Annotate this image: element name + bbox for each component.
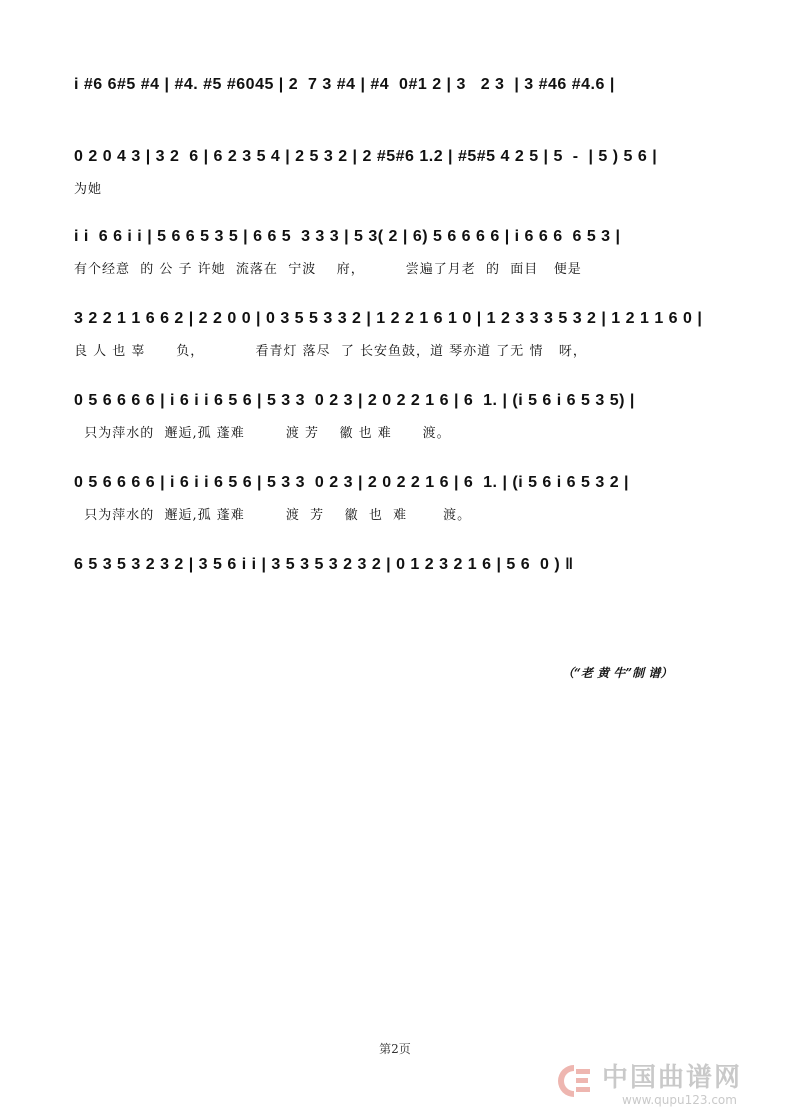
site-watermark xyxy=(552,1057,782,1113)
score-line-5: 0 5 6 6 6 6 | i 6 i i 6 5 6 | 5 3 3 0 2 3 | 2 0 2 2 1 6 | 6 1. | (i 5 6 i 6 5 3 5) | xyxy=(74,392,635,409)
score-line-6: 0 5 6 6 6 6 | i 6 i i 6 5 6 | 5 3 3 0 2 3 | 2 0 2 2 1 6 | 6 1. | (i 5 6 i 6 5 3 2 | xyxy=(74,474,630,491)
lyric-line-4: 良 人 也 辜 负， 看青灯 落尽 了 长安鱼鼓，道 琴亦道 了无 情 呀， xyxy=(74,344,587,359)
score-line-4: 3 2 2 1 1 6 6 2 | 2 2 0 0 | 0 3 5 5 3 3 2 | 1 2 2 1 6 1 0 | 1 2 3 3 3 5 3 2 | 1 2 1 1 6 0 | xyxy=(74,310,703,327)
watermark-url: www.qupu123.com xyxy=(622,1093,737,1107)
lyric-line-6: 只为萍水的 邂逅,孤 蓬难 渡 芳 徽 也 难 渡。 xyxy=(74,508,472,523)
lyric-line-3: 有个经意 的 公 子 许她 流落在 宁波 府， 尝遍了月老 的 面目 便是 xyxy=(74,262,582,277)
score-line-1: i #6 6#5 #4 | #4. #5 #6045 | 2 7 3 #4 | #4 0#1 2 | 3 2 3 | 3 #46 #4.6 | xyxy=(74,76,615,93)
lyric-line-5: 只为萍水的 邂逅,孤 蓬难 渡 芳 徽 也 难 渡。 xyxy=(74,426,451,441)
arranger-credit: （“老 黄 牛”制 谱） xyxy=(562,666,673,680)
watermark-title: 中国曲谱网 xyxy=(602,1063,743,1093)
score-line-7: 6 5 3 5 3 2 3 2 | 3 5 6 i i | 3 5 3 5 3 2 3 2 | 0 1 2 3 2 1 6 | 5 6 0 ) ‖ xyxy=(74,556,574,573)
lyric-line-2: 为她 xyxy=(74,182,103,197)
score-line-3: i i 6 6 i i | 5 6 6 5 3 5 | 6 6 5 3 3 3 | 5 3( 2 | 6) 5 6 6 6 6 | i 6 6 6 6 5 3 | xyxy=(74,228,621,245)
page-number: 第2页 xyxy=(379,1042,411,1056)
music-note-logo-icon xyxy=(552,1061,598,1101)
score-line-2: 0 2 0 4 3 | 3 2 6 | 6 2 3 5 4 | 2 5 3 2 | 2 #5#6 1.2 | #5#5 4 2 5 | 5 - | 5 ) 5 6 | xyxy=(74,148,658,165)
